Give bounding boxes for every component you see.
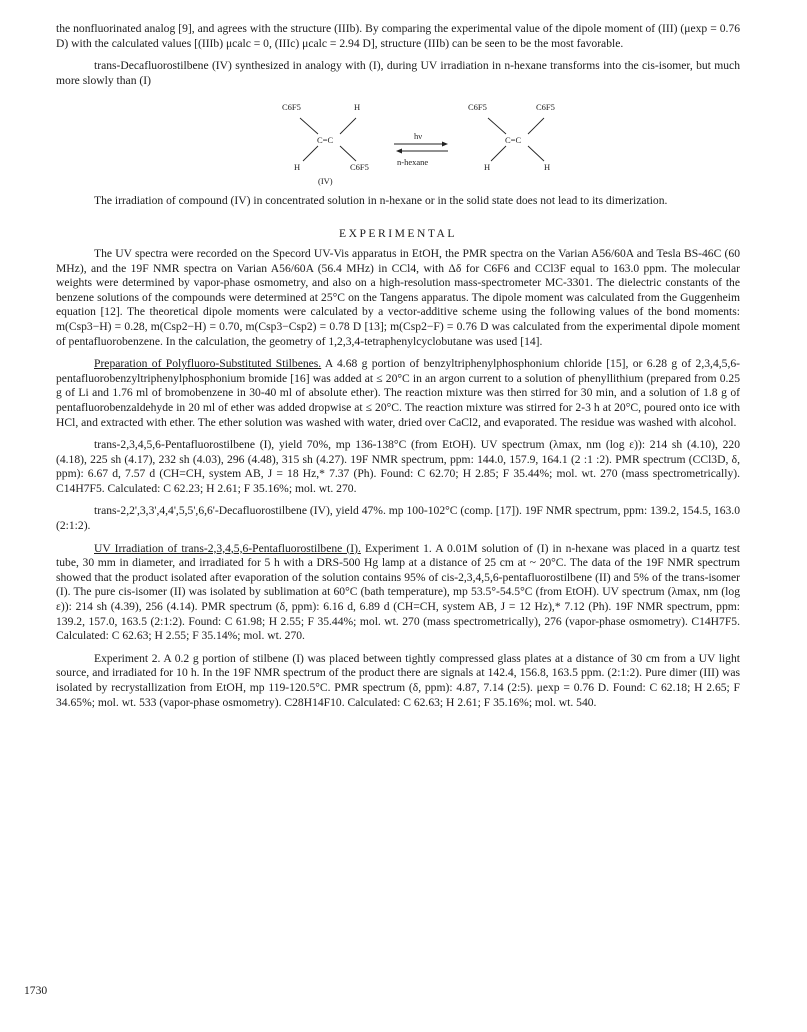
paragraph-experiment-2: Experiment 2. A 0.2 g portion of stilbene (I) was placed between tightly compressed glass plates at a distance of 30 cm from a UV light source, and irradiated for 10 h. In the 19F NMR spectrum of the product there are signals at 142.4, 156.8, 163.5 ppm. (2:1:2). Pure dimer (III) was isolated by recrystallization from EtOH, mp 119-120.5°C. PMR spectrum (δ, ppm): 4.87, 7.14 (2:5). μexp = 0.76 D. Found: C 62.18; H 2.65; F 34.65%; mol. wt. 533 (vapor-phase osmometry). C28H14F10. Calculated: C 62.63; H 2.61; F 35.16%; mol. wt. 540. xyxy=(56,651,740,709)
scheme-right-double-bond-label: C=C xyxy=(505,135,522,146)
scheme-left-double-bond-label: C=C xyxy=(317,135,334,146)
reaction-scheme-bonds xyxy=(56,94,740,192)
paragraph-decafluorostilbene-data: trans-2,2',3,3',4,4',5,5',6,6'-Decafluorostilbene (IV), yield 47%. mp 100-102°C (comp. [17]). 19F NMR spectrum, ppm: 139.2, 154.5, 163.0 (2:1:2). xyxy=(56,504,740,533)
preparation-heading: Preparation of Polyfluoro-Substituted Stilbenes. xyxy=(94,357,322,371)
scheme-left-top-left-label: C6F5 xyxy=(282,102,301,113)
paragraph-preparation xyxy=(56,357,740,430)
paragraph-pentafluorostilbene-data: trans-2,3,4,5,6-Pentafluorostilbene (I), yield 70%, mp 136-138°C (from EtOH). UV spectrum (λmax, nm (log ε)): 214 sh (4.10), 220 (4.18), 225 sh (4.17), 232 sh (4.03), 296 (4.48), 315 sh (4.27). 19F NMR spectrum, ppm: 144.0, 157.9, 164.1 (2 :1 :2). PMR spectrum (CCl3D, δ, ppm): 6.67 d, 7.57 d (CH=CH, system AB, J = 18 Hz,* 7.37 (Ph). Found: C 62.70; H 2.85; F 35.44%; mol. wt. 270 (mass spectrometrically). C14H7F5. Calculated: C 62.23; H 2.61; F 35.16%; mol. wt. 270. xyxy=(56,438,740,495)
paragraph-instruments: The UV spectra were recorded on the Specord UV-Vis apparatus in EtOH, the PMR spectra on the Varian A56/60A and Tesla BS-46C (60 MHz), and the 19F NMR spectra on Varian A56/60A (56.4 MHz) in CCl4, with Δδ for C6F6 and CCl3F equal to 163.0 ppm. The molecular weights were determined by vapor-phase osmometry, and also on a high-resolution mass-spectrometer MC-3301. The dielectric constants of the benzene solutions of the compounds were determined at 25°C on the Tangens apparatus. The dipole moment was calculated from the Guggenheim equation [12]. The theoretical dipole moments were calculated by a vector-additive scheme using the following values of the bond moments: m(Csp3−H) = 0.28, m(Csp2−H) = 0.70, m(Csp3−Csp2) = 0.78 D [13]; m(Csp2−F) = 0.76 D was calculated from the experimental dipole moment of pentafluorobenzene. In the calculation, the geometry of 1,2,3,4-tetraphenylcyclobutane was used [14]. xyxy=(56,246,740,348)
preparation-text: A 4.68 g portion of benzyltriphenylphosphonium chloride [15], or 6.28 g of 2,3,4,5,6-pentafluorobenzyltriphenylphosphonium bromide [16] was added at ≤ 20°C in an argon current to a solution of phenyllithium (prepared from 0.25 g of Li and 1.76 ml of bromobenzene in 30-40 ml of absolute ether). The reaction mixture was then stirred for 30 min, and a solution of 1.8 g of pentafluorobenzaldehyde in 20 ml of ether was added dropwise at ≤ 20°C. The reaction mixture was stirred for 2-3 h at 20°C, poured onto ice with HCl, and extracted with ether. The ether solution was washed with water, dried over CaCl2, and evaporated. The residue was washed with alcohol. xyxy=(56,357,741,429)
reaction-scheme xyxy=(56,94,740,192)
paragraph-dimerization-note: The irradiation of compound (IV) in concentrated solution in n-hexane or in the solid state does not lead to its dimerization. xyxy=(94,194,668,208)
scheme-left-bottom-right-label: C6F5 xyxy=(350,162,369,173)
paragraph-uv-irradiation-exp1 xyxy=(56,542,740,644)
paragraph-decafluorostilbene-intro: trans-Decafluorostilbene (IV) synthesized in analogy with (I), during UV irradiation in n-hexane transforms into the cis-isomer, but much more slowly than (I) xyxy=(56,59,740,87)
scheme-arrow-top-label: hν xyxy=(414,131,423,142)
scheme-right-bottom-left-label: H xyxy=(484,162,491,173)
article-page xyxy=(56,22,740,710)
scheme-compound-label: (IV) xyxy=(318,176,333,187)
paragraph-structure-discussion: the nonfluorinated analog [9], and agrees with the structure (IIIb). By comparing the experimental value of the dipole moment of (III) (μexp = 0.76 D) with the calculated values [(IIIb) μcalc = 0, (IIIc) μcalc = 2.94 D], structure (IIIb) can be seen to be the most favorable. xyxy=(56,22,740,50)
scheme-right-top-right-label: C6F5 xyxy=(536,102,555,113)
page-number: 1730 xyxy=(24,984,48,997)
scheme-right-bottom-right-label: H xyxy=(544,162,551,173)
scheme-left-top-right-label: H xyxy=(354,102,361,113)
scheme-arrow-bottom-label: n-hexane xyxy=(397,157,429,168)
scheme-left-bottom-left-label: H xyxy=(294,162,301,173)
uv-irradiation-text: Experiment 1. A 0.01M solution of (I) in n-hexane was placed in a quartz test tube, 30 mm in diameter, and irradiated for 5 h with a DRS-500 Hg lamp at a distance of 25 cm at ~ 20°C. The data of the 19F NMR spectrum showed that the product isolated after evaporation of the solution contains 95% of cis-2,3,4,5,6-pentafluorostilbene (II) and 5% of the trans-isomer (I). The pure cis-isomer (II) was isolated by sublimation at 60°C (bath temperature), mp 53.5°-54.5°C (from EtOH). UV spectrum (λmax, nm (log ε)): 214 sh (4.39), 256 (4.14). PMR spectrum (δ, ppm): 6.16 d, 6.89 d (CH=CH, system AB, J = 12 Hz),* 7.12 (Ph). 19F NMR spectrum, ppm: 139.2, 157.0, 163.5 (2:1:2). Found: C 61.98; H 2.55; F 35.44%; mol. wt. 270 (mass spectrometrically), 276 (vapor-phase osmometry). C14H7F5. Calculated: C 62.63; H 2.55; F 35.14%; mol. wt. 270. xyxy=(56,541,740,643)
scheme-right-top-left-label: C6F5 xyxy=(468,102,487,113)
section-title-experimental: EXPERIMENTAL xyxy=(339,226,457,240)
uv-irradiation-heading: UV Irradiation of trans-2,3,4,5,6-Pentafluorostilbene (I). xyxy=(94,541,361,555)
